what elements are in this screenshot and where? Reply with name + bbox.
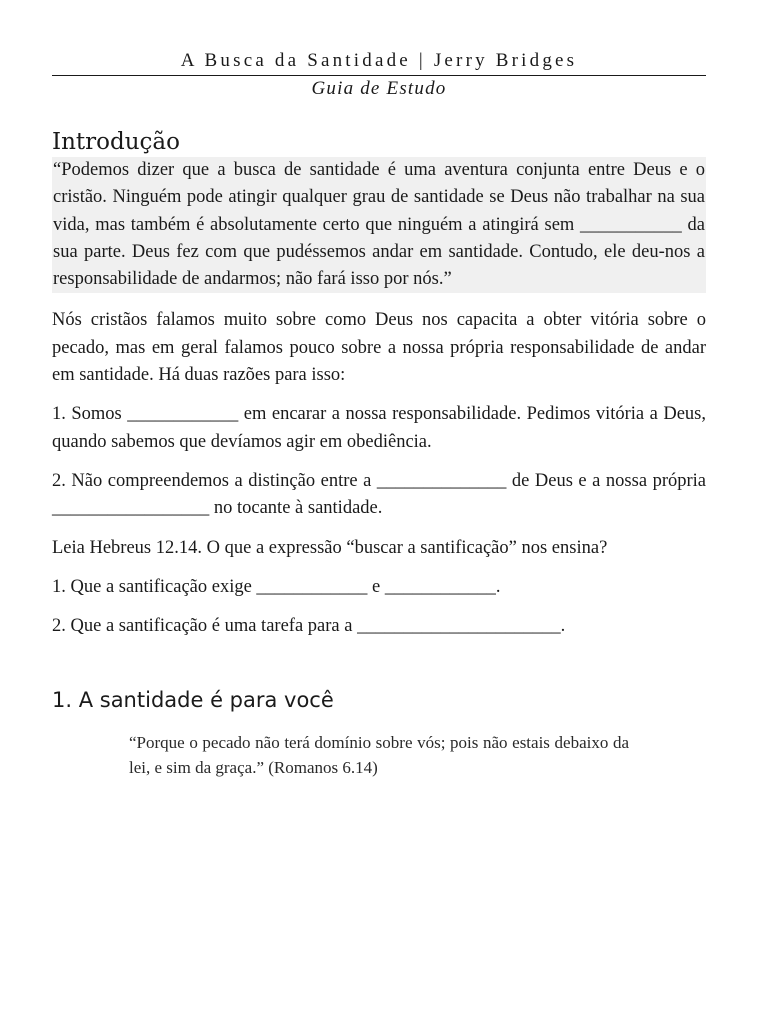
header-subtitle: Guia de Estudo [311,78,447,99]
document-page [52,48,706,780]
answer-2: 2. Que a santificação é uma tarefa para a ______________________. [52,616,566,637]
intro-quote: “Podemos dizer que a busca de santidade é uma aventura conjunta entre Deus e o cristão. Ninguém pode atingir qualquer grau de santidade se Deus não trabalhar na sua vida, mas também é absolutamente certo que ninguém a atingirá sem ___________ da sua parte. Deus fez com que pudéssemos andar em santidade. Contudo, ele deu-nos a responsabilidade de andarmos; não fará isso por nós.” [53,160,705,290]
header-title: A Busca da Santidade | Jerry Bridges [52,48,706,76]
intro-quote-box [52,157,706,293]
hebrews-question: Leia Hebreus 12.14. O que a expressão “buscar a santificação” nos ensina? [52,537,608,558]
section-1-heading: 1. A santidade é para você [52,688,334,713]
intro-heading: Introdução [52,129,180,155]
section-1-verse: “Porque o pecado não terá domínio sobre vós; pois não estais debaixo da lei, e sim da graça.” (Romanos 6.14) [129,733,629,778]
reason-2: 2. Não compreendemos a distinção entre a ______________ de Deus e a nossa própria _________________ no tocante à santidade. [52,470,706,519]
reason-1: 1. Somos ____________ em encarar a nossa responsabilidade. Pedimos vitória a Deus, quando sabemos que devíamos agir em obediência. [52,404,706,452]
intro-paragraph: Nós cristãos falamos muito sobre como Deus nos capacita a obter vitória sobre o pecado, mas em geral falamos pouco sobre a nossa própria responsabilidade de andar em santidade. Há duas razões para isso: [52,310,706,386]
answer-1: 1. Que a santificação exige ____________ e ____________. [52,576,501,597]
